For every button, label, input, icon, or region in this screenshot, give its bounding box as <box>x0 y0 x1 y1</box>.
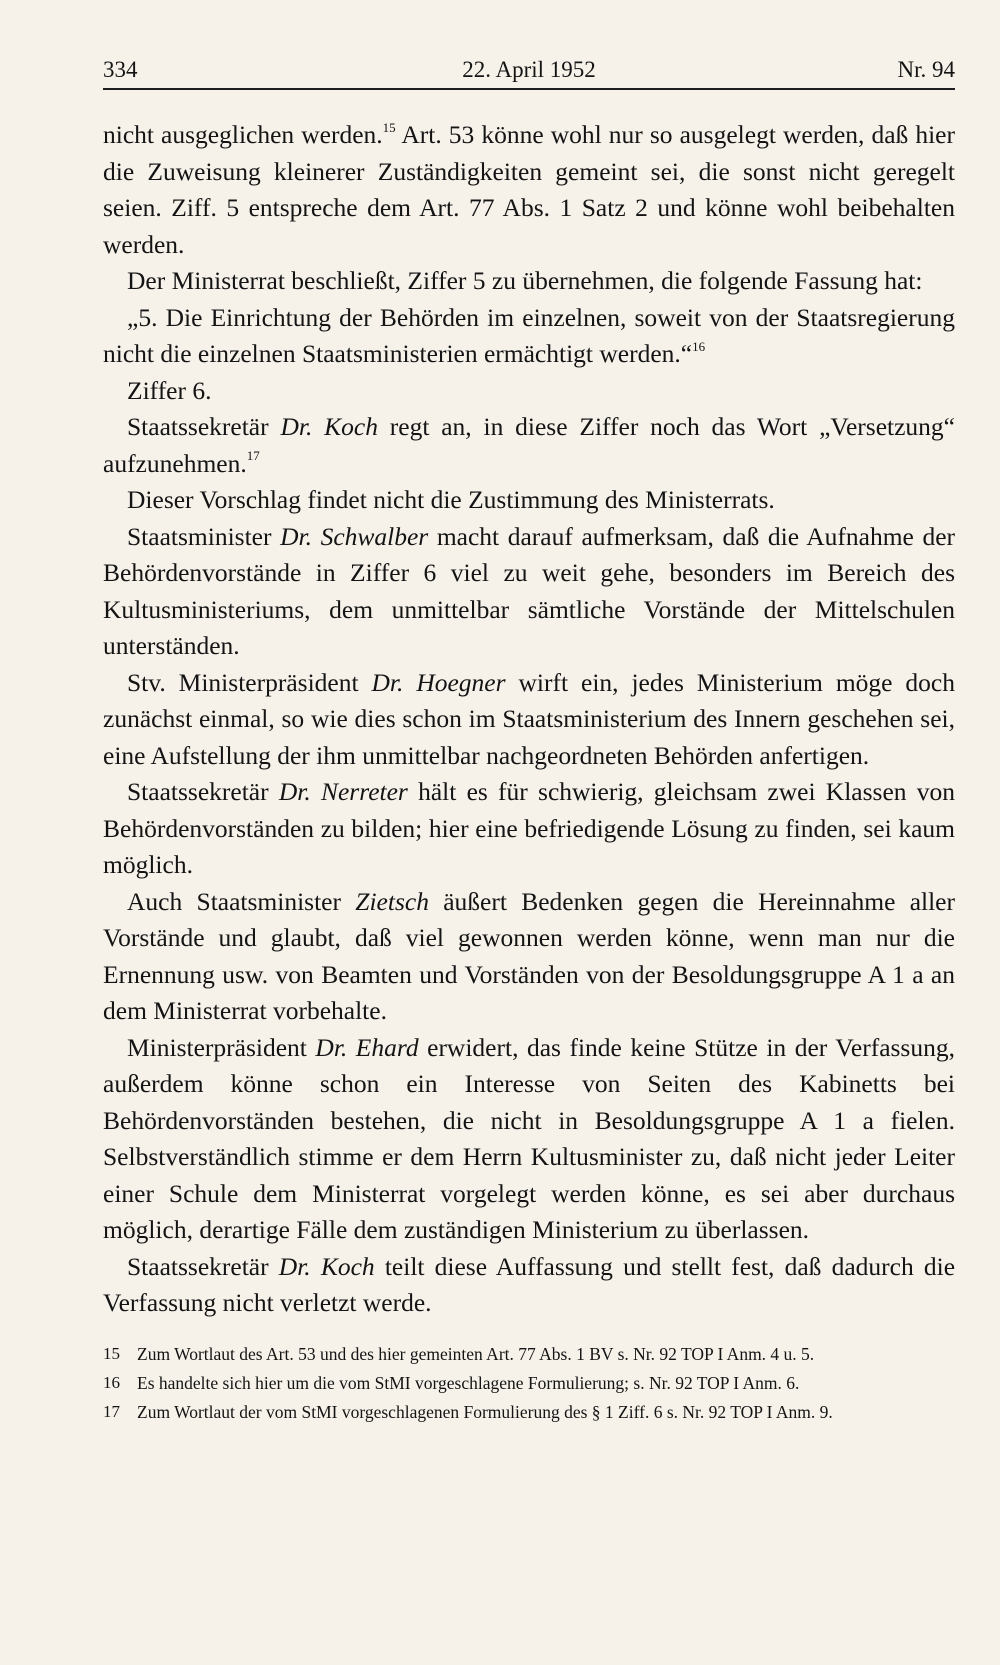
header-date: 22. April 1952 <box>462 57 596 82</box>
paragraph-text: Staatsminister <box>127 521 281 551</box>
speaker-name: Dr. Ehard <box>315 1032 419 1062</box>
paragraph-text: Ziffer 6. <box>127 375 212 405</box>
paragraph <box>103 519 955 665</box>
paragraph <box>103 117 955 263</box>
paragraph-text: Auch Staatsminister <box>127 886 356 916</box>
footnote <box>103 1400 955 1424</box>
footnote-number: 17 <box>103 1402 120 1421</box>
paragraph-text: Art. 53 könne wohl nur so ausgelegt werden, daß hier die Zuweisung kleinerer Zuständigkeiten gemeint sei, die sonst nicht geregelt seien. Ziff. 5 entspreche dem Art. 77 Abs. 1 Satz 2 und könne wohl beibehalten werden. <box>103 120 955 259</box>
footnote-ref: 16 <box>692 338 706 354</box>
paragraph <box>103 1030 955 1249</box>
footnote-text: Zum Wortlaut der vom StMI vorgeschlagenen Formulierung des § 1 Ziff. 6 s. Nr. 92 TOP I Anm. 9. <box>137 1402 833 1422</box>
footnote <box>103 1342 955 1366</box>
paragraph <box>103 774 955 884</box>
footnote-number: 15 <box>103 1344 120 1363</box>
footnote-ref: 15 <box>382 119 396 135</box>
paragraph-text: erwidert, das finde keine Stütze in der Verfassung, außerdem könne schon ein Interesse von Seiten des Kabinetts bei Behördenvorständen bestehen, die nicht in Besoldungsgruppe A 1 a fielen. Selbstverständlich stimme er dem Herrn Kultusminister zu, daß nicht jeder Leiter einer Schule dem Ministerrat vorgelegt werden könne, es sei aber durchaus möglich, derartige Fälle dem zuständigen Ministerium zu überlassen. <box>103 1032 955 1244</box>
issue-number: Nr. 94 <box>897 57 955 82</box>
paragraph-text: Der Ministerrat beschließt, Ziffer 5 zu übernehmen, die folgende Fassung hat: <box>127 266 923 295</box>
body-text <box>103 117 955 1322</box>
paragraph-text: „5. Die Einrichtung der Behörden im einzelnen, soweit von der Staatsregierung nicht die einzelnen Staatsministerien ermächtigt werden.“ <box>103 302 955 368</box>
paragraph-text: äußert Bedenken gegen die Hereinnahme aller Vorstände und glaubt, daß viel gewonnen werden könne, wenn man nur die Ernennung usw. von Beamten und Vorständen von der Besoldungsgruppe A 1 a an dem Ministerrat vorbehalte. <box>103 886 955 1025</box>
speaker-name: Dr. Koch <box>278 1251 375 1281</box>
paragraph-text: Dieser Vorschlag findet nicht die Zustimmung des Ministerrats. <box>127 485 775 514</box>
footnote-ref: 17 <box>246 448 260 463</box>
paragraph <box>103 884 955 1030</box>
paragraph-text: teilt diese Auffassung und stellt fest, daß dadurch die Verfassung nicht verletzt werde. <box>103 1251 956 1317</box>
speaker-name: Dr. Nerreter <box>278 777 408 806</box>
paragraph-text: macht darauf aufmerksam, daß die Aufnahme der Behördenvorstände in Ziffer 6 viel zu weit gehe, besonders im Bereich des Kultusministeriums, dem unmittelbar sämtliche Vorstände der Mittelschulen unterständen. <box>103 521 955 660</box>
paragraph-text: regt an, in diese Ziffer noch das Wort „Versetzung“ aufzunehmen. <box>103 412 955 478</box>
paragraph-text: Staatssekretär <box>127 1251 279 1281</box>
speaker-name: Dr. Hoegner <box>371 667 506 697</box>
speaker-name: Dr. Koch <box>280 412 378 441</box>
header-rule <box>103 88 955 90</box>
paragraph <box>103 409 955 482</box>
running-header <box>103 52 955 88</box>
paragraph-text: hält es für schwierig, gleichsam zwei Klassen von Behördenvorständen zu bilden; hier eine befriedigende Lösung zu finden, sei kaum möglich. <box>103 777 955 879</box>
paragraph-text: wirft ein, jedes Ministerium möge doch zunächst einmal, so wie dies schon im Staatsministerium des Innern geschehen sei, eine Aufstellung der ihm unmittelbar nachgeordneten Behörden anfertigen. <box>103 667 955 770</box>
paragraph-text: Staatssekretär <box>127 412 281 441</box>
footnote-text: Zum Wortlaut des Art. 53 und des hier gemeinten Art. 77 Abs. 1 BV s. Nr. 92 TOP I Anm. 4 u. 5. <box>137 1344 815 1364</box>
speaker-name: Zietsch <box>355 886 429 916</box>
paragraph <box>103 1249 955 1322</box>
paragraph <box>103 665 955 775</box>
paragraph <box>103 482 955 519</box>
paragraph-text: Stv. Ministerpräsident <box>127 667 372 697</box>
paragraph <box>103 300 955 373</box>
page-number: 334 <box>103 57 138 82</box>
footnote-text: Es handelte sich hier um die vom StMI vorgeschlagene Formulierung; s. Nr. 92 TOP I Anm. 6. <box>137 1373 800 1393</box>
footnote-number: 16 <box>103 1373 120 1392</box>
paragraph-text: Staatssekretär <box>127 777 279 806</box>
paragraph <box>103 373 955 410</box>
paragraph <box>103 263 955 300</box>
speaker-name: Dr. Schwalber <box>280 521 429 551</box>
paragraph-text: nicht ausgeglichen werden. <box>103 120 383 149</box>
footnote <box>103 1371 955 1395</box>
paragraph-text: Ministerpräsident <box>127 1032 316 1062</box>
